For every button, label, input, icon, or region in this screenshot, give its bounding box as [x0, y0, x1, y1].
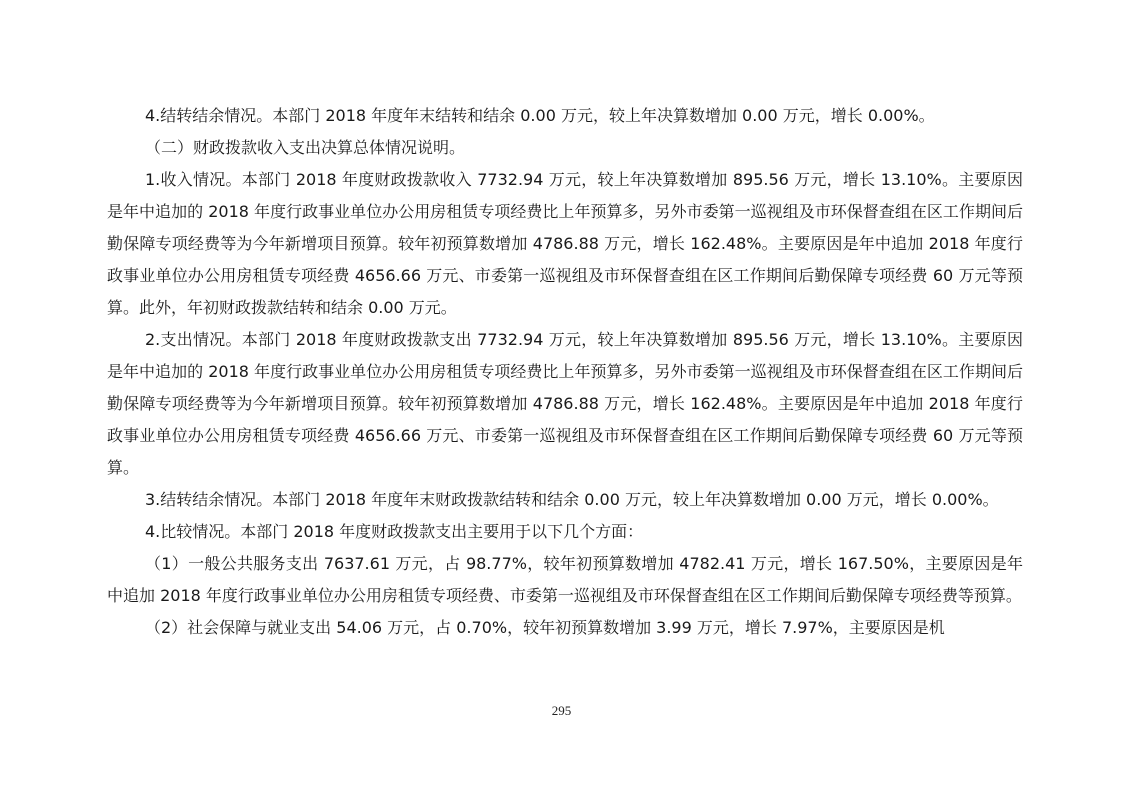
page-number: 295	[551, 703, 572, 718]
section-heading-fiscal-summary: （二）财政拨款收入支出决算总体情况说明。	[145, 138, 466, 157]
paragraph-social-security: （2）社会保障与就业支出 54.06 万元，占 0.70%，较年初预算数增加 3.99 万元，增长 7.97%，主要原因是机	[145, 618, 945, 637]
paragraph-expenditure: 2.支出情况。本部门 2018 年度财政拨款支出 7732.94 万元，较上年决算数增加 895.56 万元，增长 13.10%。主要原因是年中追加的 2018 年度行政事业单位办公用房租赁专项经费比上年预算多，另外市委第一巡视组及市环保督查组在区工作期间后勤保障专项经费等为今年新增项目预算。较年初预算数增加 4786.88 万元，增长 162.48%。主要原因是年中追加 2018 年度行政事业单位办公用房租赁专项经费 4656.66 万元、市委第一巡视组及市环保督查组在区工作期间后勤保障专项经费 60 万元等预算。	[107, 330, 1023, 477]
paragraph-income: 1.收入情况。本部门 2018 年度财政拨款收入 7732.94 万元，较上年决算数增加 895.56 万元，增长 13.10%。主要原因是年中追加的 2018 年度行政事业单位办公用房租赁专项经费比上年预算多，另外市委第一巡视组及市环保督查组在区工作期间后勤保障专项经费等为今年新增项目预算。较年初预算数增加 4786.88 万元，增长 162.48%。主要原因是年中追加 2018 年度行政事业单位办公用房租赁专项经费 4656.66 万元、市委第一巡视组及市环保督查组在区工作期间后勤保障专项经费 60 万元等预算。此外，年初财政拨款结转和结余 0.00 万元。	[107, 170, 1023, 317]
paragraph-carryover-balance: 4.结转结余情况。本部门 2018 年度年末结转和结余 0.00 万元，较上年决算数增加 0.00 万元，增长 0.00%。	[145, 106, 935, 125]
body-text	[107, 100, 1023, 644]
paragraph-fiscal-carryover: 3.结转结余情况。本部门 2018 年度年末财政拨款结转和结余 0.00 万元，较上年决算数增加 0.00 万元，增长 0.00%。	[145, 490, 999, 509]
paragraph-public-services: （1）一般公共服务支出 7637.61 万元，占 98.77%，较年初预算数增加 4782.41 万元，增长 167.50%，主要原因是年中追加 2018 年度行政事业单位办公用房租赁专项经费、市委第一巡视组及市环保督查组在区工作期间后勤保障专项经费等预算。	[107, 554, 1023, 605]
paragraph-comparison: 4.比较情况。本部门 2018 年度财政拨款支出主要用于以下几个方面：	[145, 522, 644, 541]
